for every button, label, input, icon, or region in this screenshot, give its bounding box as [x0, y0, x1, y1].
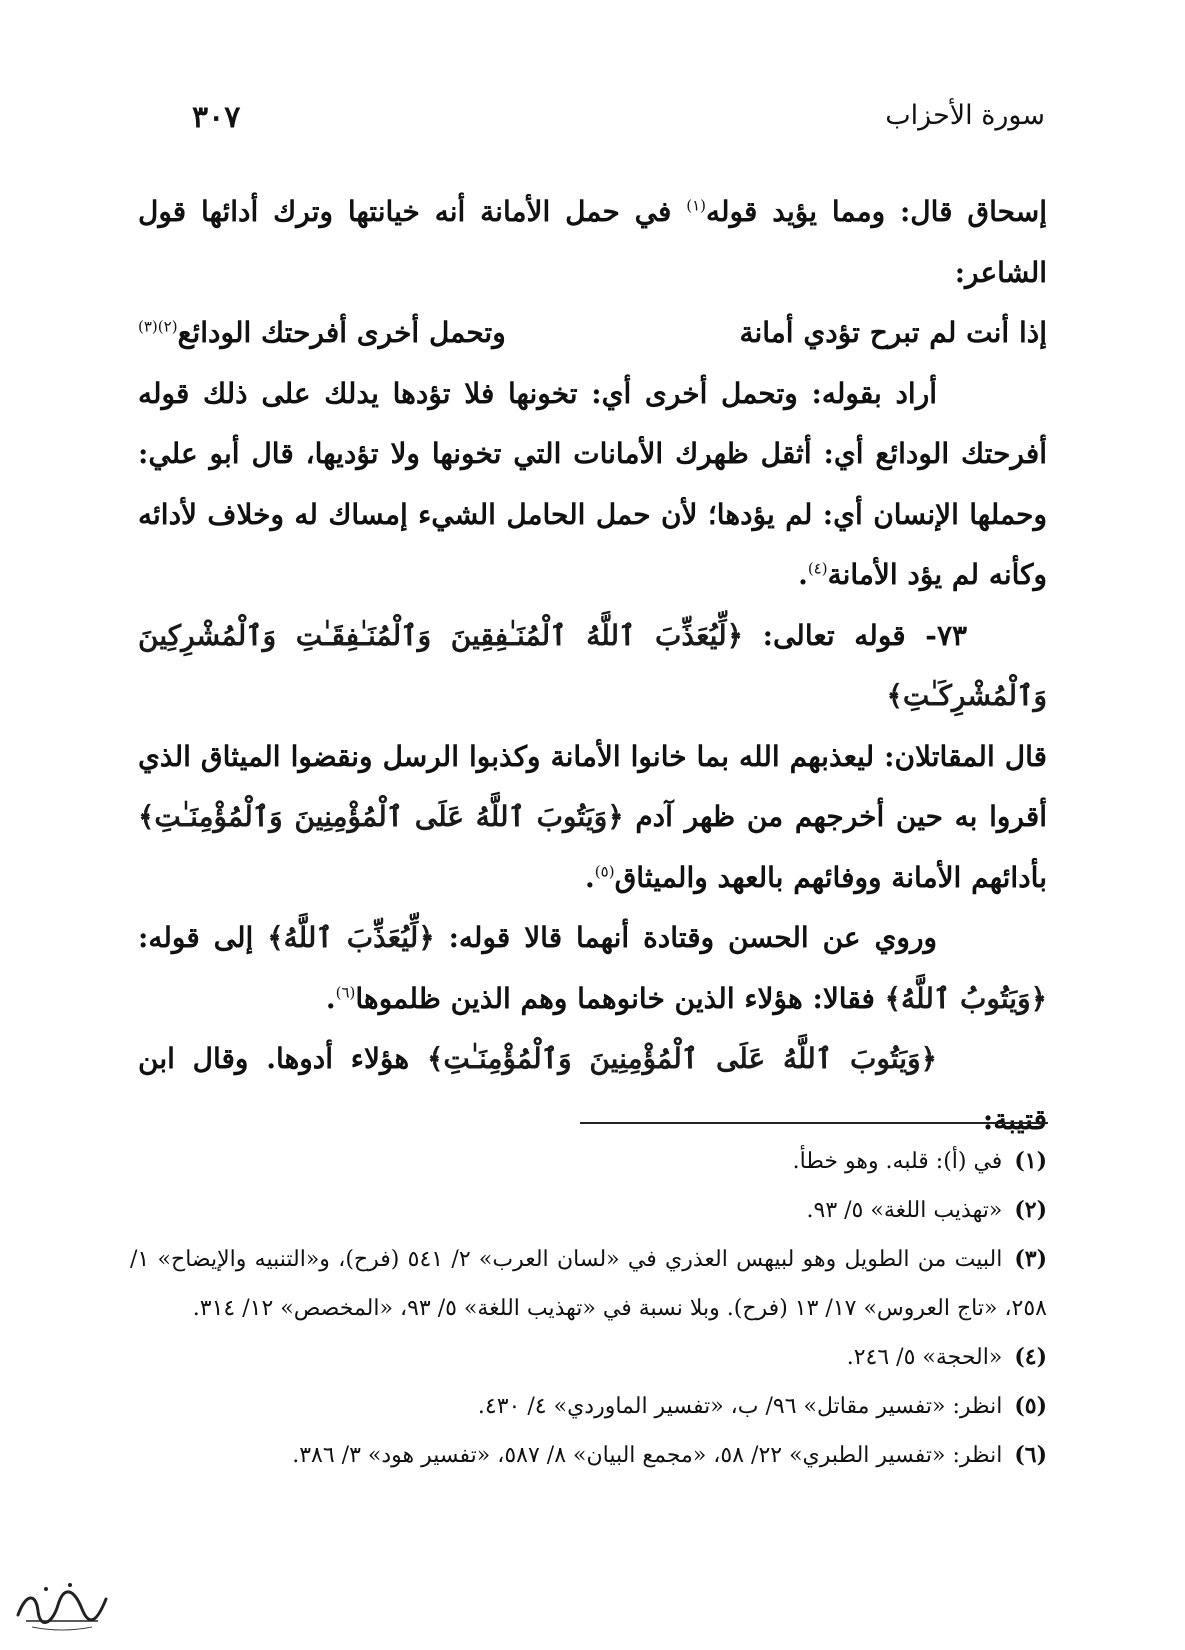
- text-span: إسحاق قال: ومما يؤيد قوله: [706, 195, 1047, 228]
- footnote-ref: (٥): [594, 862, 615, 881]
- footnote-text: «تهذيب اللغة» ٥/ ٩٣.: [806, 1198, 1003, 1223]
- footnote-divider: [580, 1122, 1048, 1124]
- verse-heading: [138, 606, 1047, 727]
- quran-verse: ﴿لِّيُعَذِّبَ ٱللَّهُ ٱلْمُنَـٰفِقِينَ وَٱلْمُنَـٰفِقَـٰتِ وَٱلْمُشْرِكِينَ وَٱلْمُشْرِكَـٰتِ﴾: [138, 618, 1047, 712]
- paragraph-5: وروي عن الحسن وقتادة أنهما قالا قوله: ﴿لِّيُعَذِّبَ ٱللَّهُ﴾ إلى قوله: ﴿وَيَتُوبُ ٱللَّهُ﴾ فقالا: هؤلاء الذين خانوهما وهم الذين ظلموها$^{(٦)}$.: [138, 921, 1047, 1015]
- quran-verse: ﴿لِّيُعَذِّبَ ٱللَّهُ﴾: [267, 921, 435, 954]
- footnote-ref: (٤): [807, 559, 828, 578]
- footnote-number: (٥): [1014, 1393, 1047, 1419]
- footnote: [130, 1382, 1047, 1431]
- text-span: أراد بقوله: وتحمل أخرى أي: تخونها فلا تؤدها يدلك على ذلك قوله أفرحتك الودائع أي: أثقل ظهرك الأمانات التي تخونها ولا تؤديها، قال أبو علي: وحملها الإنسان أي: لم يؤدها؛ لأن حمل الحامل الشيء إمساك له وخلاف لأدائه وكأنه لم يؤد الأمانة: [138, 376, 1047, 591]
- footnote-number: (٣): [1014, 1246, 1048, 1272]
- verse-number: ٧٣- قوله تعالى:: [743, 618, 968, 652]
- footnote: [130, 1431, 1047, 1480]
- text-span: بأدائهم الأمانة ووفائهم بالعهد والميثاق: [614, 860, 1047, 894]
- footnote: [130, 1137, 1047, 1186]
- text-span: فقالا: هؤلاء الذين خانوهما وهم الذين ظلموها: [355, 981, 885, 1015]
- text-span: وروي عن الحسن وقتادة أنهما قالا قوله:: [434, 921, 937, 954]
- footnote-ref: (٢)(٣): [138, 317, 178, 336]
- footnote: [130, 1235, 1047, 1333]
- surah-title: سورة الأحزاب: [885, 100, 1045, 131]
- footnote: [130, 1186, 1047, 1235]
- poem-hemistich-second: [138, 303, 506, 364]
- poem-hemistich-first: إذا أنت لم تبرح تؤدي أمانة: [739, 316, 1047, 349]
- paragraph-6: [138, 1029, 1047, 1150]
- footnote-number: (٢): [1014, 1197, 1047, 1223]
- text-span: هؤلاء أدوها. وقال ابن قتيبة:: [138, 1042, 1047, 1136]
- poem-line: [138, 303, 1047, 364]
- text-span: وتحمل أخرى أفرحتك الودائع: [177, 316, 506, 349]
- page-number: ٣٠٧: [192, 100, 241, 135]
- quran-verse: ﴿وَيَتُوبُ ٱللَّهُ﴾: [884, 981, 1047, 1015]
- footnote-ref: (٦): [335, 983, 356, 1002]
- paragraph-4: قال المقاتلان: ليعذبهم الله بما خانوا الأمانة وكذبوا الرسل ونقضوا الميثاق الذي أقروا به حين أخرجهم من ظهر آدم ﴿وَيَتُوبَ ٱللَّهُ عَلَى ٱلْمُؤْمِنِينَ وَٱلْمُؤْمِنَـٰتِ﴾ بأدائهم الأمانة ووفائهم بالعهد والميثاق$^{(٥)}$.: [138, 739, 1048, 894]
- footnote-text: «الحجة» ٥/ ٢٤٦.: [846, 1345, 1003, 1370]
- footnote-text: في (أ): قلبه. وهو خطأ.: [792, 1149, 1003, 1174]
- quran-verse: ﴿وَيَتُوبَ ٱللَّهُ عَلَى ٱلْمُؤْمِنِينَ وَٱلْمُؤْمِنَـٰتِ﴾: [138, 800, 624, 833]
- footnote-ref: (١): [686, 196, 707, 215]
- footnote: [130, 1333, 1047, 1382]
- text-span: في حمل الأمانة أنه خيانتها وترك أدائها قول الشاعر:: [138, 195, 1047, 289]
- publisher-logo-icon: [12, 1575, 112, 1635]
- footnote-text: انظر: «تفسير مقاتل» ٩٦/ ب، «تفسير الماوردي» ٤/ ٤٣٠.: [477, 1394, 1003, 1419]
- footnote-number: (١): [1014, 1148, 1047, 1174]
- footnotes: [130, 1137, 1047, 1480]
- main-text: [138, 182, 1047, 1150]
- logo-svg: [12, 1575, 112, 1635]
- text-span: قال المقاتلان: ليعذبهم الله بما خانوا الأمانة وكذبوا الرسل ونقضوا الميثاق الذي أقروا به حين أخرجهم من ظهر آدم: [138, 739, 1048, 833]
- footnote-text: انظر: «تفسير الطبري» ٢٢/ ٥٨، «مجمع البيان» ٨/ ٥٨٧، «تفسير هود» ٣/ ٣٨٦.: [292, 1443, 1003, 1468]
- footnote-number: (٤): [1014, 1344, 1047, 1370]
- text-span: إلى قوله:: [138, 921, 268, 954]
- paragraph-2: أراد بقوله: وتحمل أخرى أي: تخونها فلا تؤدها يدلك على ذلك قوله أفرحتك الودائع أي: أثقل ظهرك الأمانات التي تخونها ولا تؤديها، قال أبو علي: وحملها الإنسان أي: لم يؤدها؛ لأن حمل الحامل الشيء إمساك له وخلاف لأدائه وكأنه لم يؤد الأمانة$^{(٤)}$.: [138, 376, 1047, 591]
- quran-verse: ﴿وَيَتُوبَ ٱللَّهُ عَلَى ٱلْمُؤْمِنِينَ وَٱلْمُؤْمِنَـٰتِ﴾: [426, 1042, 938, 1075]
- footnote-text: البيت من الطويل وهو لبيهس العذري في «لسان العرب» ٢/ ٥٤١ (فرح)، و«التنبيه والإيضاح» ١/ ٢٥٨، «تاج العروس» ١٧/ ١٣ (فرح). وبلا نسبة في «تهذيب اللغة» ٥/ ٩٣، «المخصص» ١٢/ ٣١٤.: [130, 1247, 1047, 1321]
- paragraph-1: [138, 182, 1047, 303]
- page-header: [140, 100, 1045, 150]
- footnote-number: (٦): [1014, 1442, 1047, 1468]
